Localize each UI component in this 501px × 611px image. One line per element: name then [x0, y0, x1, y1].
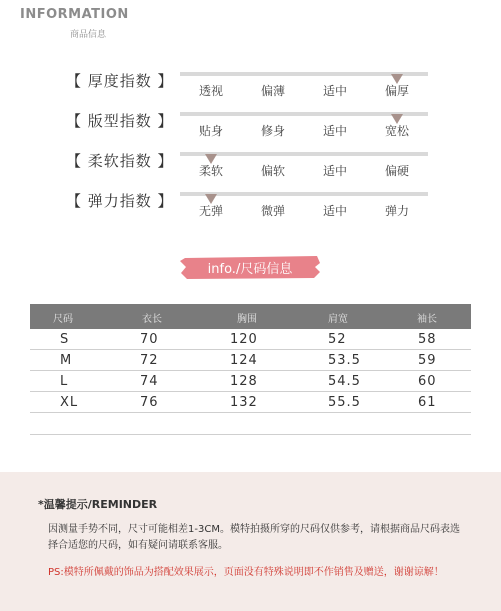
index-option: 柔软 — [198, 164, 223, 178]
index-label: 【 柔软指数 】 — [66, 152, 174, 170]
table-cell: 120 — [230, 332, 258, 347]
table-cell: 60 — [418, 374, 437, 389]
table-cell: XL — [60, 395, 79, 410]
size-col-header: 尺码 — [53, 314, 73, 325]
index-scale-bar — [180, 192, 428, 196]
table-cell: 132 — [230, 395, 258, 410]
index-option: 适中 — [322, 84, 347, 98]
table-row-empty — [30, 413, 471, 435]
table-row — [30, 392, 471, 413]
index-option: 适中 — [322, 204, 347, 218]
size-table — [30, 304, 471, 435]
index-option: 偏薄 — [260, 84, 285, 98]
table-cell: 72 — [140, 353, 159, 368]
table-cell: 55.5 — [328, 395, 361, 410]
header-title-cn: 商品信息 — [70, 30, 107, 40]
index-row — [0, 190, 501, 230]
index-scale-bar — [180, 152, 428, 156]
reminder-body: 因测量手势不同，尺寸可能相差1-3CM。模特拍摄所穿的尺码仅供参考，请根据商品尺码表选择合适您的尺码，如有疑问请联系客服。 — [48, 524, 460, 551]
index-row — [0, 150, 501, 190]
table-row — [30, 329, 471, 350]
index-option: 偏厚 — [384, 84, 409, 98]
table-cell: 53.5 — [328, 353, 361, 368]
index-label: 【 弹力指数 】 — [66, 192, 174, 210]
index-label: 【 厚度指数 】 — [66, 72, 174, 90]
index-option: 适中 — [322, 124, 347, 138]
index-option: 修身 — [260, 124, 285, 138]
index-option: 偏软 — [260, 164, 285, 178]
table-cell: 128 — [230, 374, 258, 389]
index-option: 偏硬 — [384, 164, 409, 178]
index-row — [0, 70, 501, 110]
size-info-banner — [179, 254, 321, 280]
size-table-header — [30, 304, 471, 329]
table-cell: 74 — [140, 374, 159, 389]
reminder-title: *温馨提示/REMINDER — [38, 498, 158, 511]
chest-col-header: 胸围 — [237, 314, 257, 325]
length-col-header: 衣长 — [142, 314, 162, 325]
header-title-en: INFORMATION — [20, 7, 129, 22]
index-row — [0, 110, 501, 150]
reminder-box — [0, 472, 501, 611]
size-info-banner-text: info./尺码信息 — [207, 262, 293, 277]
table-cell: S — [60, 332, 70, 347]
table-cell: M — [60, 353, 73, 368]
table-cell: 124 — [230, 353, 258, 368]
reminder-ps-note: PS:模特所佩戴的饰品为搭配效果展示，页面没有特殊说明即不作销售及赠送，谢谢谅解！ — [48, 567, 444, 578]
shoulder-col-header: 肩宽 — [328, 314, 348, 325]
table-cell: 59 — [418, 353, 437, 368]
table-cell: 54.5 — [328, 374, 361, 389]
table-cell: 58 — [418, 332, 437, 347]
table-cell: 61 — [418, 395, 437, 410]
table-row — [30, 350, 471, 371]
table-cell: 76 — [140, 395, 159, 410]
index-option: 透视 — [198, 84, 223, 98]
sleeve-col-header: 袖长 — [417, 314, 437, 325]
index-label: 【 版型指数 】 — [66, 112, 174, 130]
index-option: 贴身 — [198, 124, 223, 138]
index-option: 微弹 — [260, 204, 285, 218]
table-row — [30, 371, 471, 392]
index-option: 适中 — [322, 164, 347, 178]
index-option: 无弹 — [198, 204, 223, 218]
table-cell: 52 — [328, 332, 347, 347]
table-cell: L — [60, 374, 69, 389]
index-option: 弹力 — [384, 204, 409, 218]
table-cell: 70 — [140, 332, 159, 347]
index-option: 宽松 — [384, 124, 409, 138]
